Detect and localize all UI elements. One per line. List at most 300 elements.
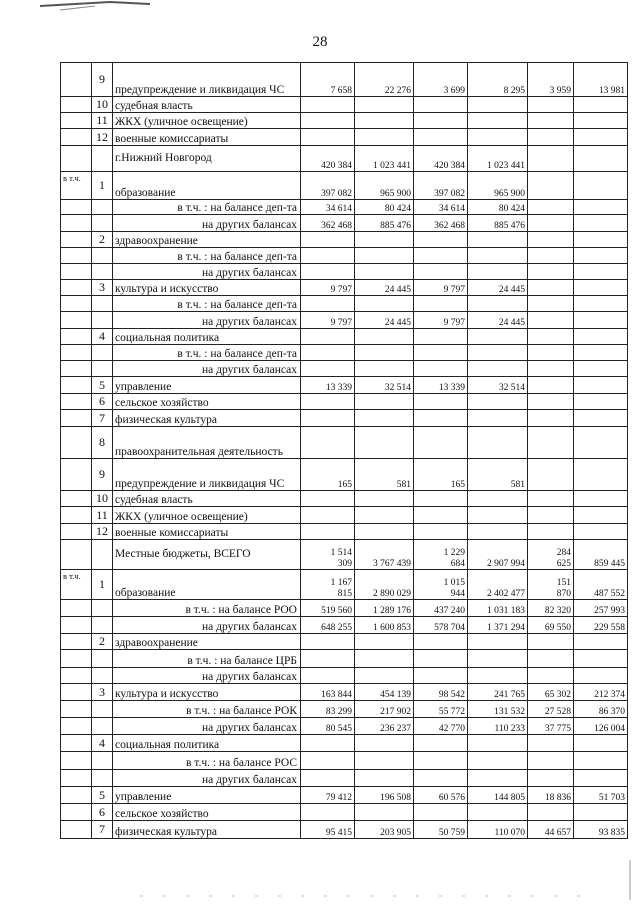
row-tag — [61, 146, 92, 172]
value-cell — [574, 459, 628, 491]
row-description: ЖКХ (уличное освещение) — [113, 507, 301, 524]
row-code — [92, 264, 113, 280]
row-tag — [61, 377, 92, 394]
row-description: физическая культура — [113, 410, 301, 427]
value-cell — [355, 113, 414, 129]
row-code: 9 — [92, 63, 113, 97]
value-cell — [414, 97, 468, 113]
value-cell: 3 767 439 — [355, 540, 414, 570]
table-row — [61, 617, 628, 634]
row-description: Местные бюджеты, ВСЕГО — [113, 540, 301, 570]
row-tag — [61, 634, 92, 650]
value-cell — [574, 394, 628, 410]
table-row — [61, 540, 628, 570]
value-cell — [574, 329, 628, 345]
row-description: на других балансах — [113, 718, 301, 735]
value-cell — [468, 296, 528, 312]
value-cell — [574, 312, 628, 329]
value-cell: 110 070 — [468, 821, 528, 839]
row-description: военные комиссариаты — [113, 129, 301, 146]
row-code: 10 — [92, 491, 113, 507]
row-tag — [61, 410, 92, 427]
value-cell — [528, 524, 574, 540]
value-cell — [414, 264, 468, 280]
row-description: военные комиссариаты — [113, 524, 301, 540]
row-tag — [61, 540, 92, 570]
value-cell: 24 445 — [355, 280, 414, 296]
table-row — [61, 280, 628, 296]
row-description: на других балансах — [113, 770, 301, 787]
value-cell: 110 233 — [468, 718, 528, 735]
value-cell — [574, 507, 628, 524]
value-cell — [355, 129, 414, 146]
value-cell — [574, 650, 628, 668]
table-row — [61, 684, 628, 701]
table-row — [61, 113, 628, 129]
row-description: управление — [113, 787, 301, 804]
table-row — [61, 427, 628, 459]
row-tag — [61, 770, 92, 787]
value-cell — [528, 264, 574, 280]
value-cell: 578 704 — [414, 617, 468, 634]
value-cell — [355, 248, 414, 264]
table-row — [61, 232, 628, 248]
row-code — [92, 146, 113, 172]
value-cell: 1 023 441 — [355, 146, 414, 172]
row-tag — [61, 459, 92, 491]
value-cell — [355, 97, 414, 113]
value-cell — [301, 296, 355, 312]
value-cell — [468, 427, 528, 459]
row-tag — [61, 650, 92, 668]
row-description: в т.ч. : на балансе ЦРБ — [113, 650, 301, 668]
value-cell: 2 402 477 — [468, 570, 528, 600]
value-cell — [301, 410, 355, 427]
table-row — [61, 459, 628, 491]
row-tag — [61, 787, 92, 804]
value-cell — [528, 296, 574, 312]
row-tag — [61, 97, 92, 113]
table-row — [61, 248, 628, 264]
value-cell — [355, 427, 414, 459]
value-cell — [468, 394, 528, 410]
value-cell: 2 890 029 — [355, 570, 414, 600]
value-cell: 2 907 994 — [468, 540, 528, 570]
row-code: 4 — [92, 735, 113, 752]
value-cell: 165 — [414, 459, 468, 491]
row-description: в т.ч. : на балансе деп-та — [113, 248, 301, 264]
table-row — [61, 787, 628, 804]
value-cell — [414, 770, 468, 787]
table-row — [61, 524, 628, 540]
value-cell — [468, 361, 528, 377]
row-tag: в т.ч. — [61, 172, 92, 200]
row-tag — [61, 232, 92, 248]
value-cell: 86 370 — [574, 701, 628, 718]
row-description: образование — [113, 172, 301, 200]
value-cell: 1 023 441 — [468, 146, 528, 172]
value-cell: 648 255 — [301, 617, 355, 634]
value-cell — [301, 329, 355, 345]
value-cell — [468, 248, 528, 264]
value-cell: 885 476 — [355, 215, 414, 232]
value-cell — [414, 650, 468, 668]
value-cell — [301, 427, 355, 459]
value-cell — [301, 491, 355, 507]
value-cell — [301, 97, 355, 113]
value-cell — [468, 232, 528, 248]
value-cell — [301, 770, 355, 787]
table-row — [61, 329, 628, 345]
table-row — [61, 821, 628, 839]
value-cell: 1 289 176 — [355, 600, 414, 617]
row-code: 8 — [92, 427, 113, 459]
value-cell: 55 772 — [414, 701, 468, 718]
value-cell: 454 139 — [355, 684, 414, 701]
row-description: культура и искусство — [113, 280, 301, 296]
row-code: 5 — [92, 787, 113, 804]
value-cell — [414, 804, 468, 821]
value-cell: 44 657 — [528, 821, 574, 839]
value-cell — [574, 491, 628, 507]
value-cell: 217 902 — [355, 701, 414, 718]
row-description: образование — [113, 570, 301, 600]
value-cell: 581 — [355, 459, 414, 491]
row-description: социальная политика — [113, 329, 301, 345]
value-cell — [301, 394, 355, 410]
table-row — [61, 129, 628, 146]
value-cell: 32 514 — [468, 377, 528, 394]
row-tag — [61, 735, 92, 752]
value-cell: 397 082 — [301, 172, 355, 200]
value-cell: 965 900 — [468, 172, 528, 200]
value-cell — [528, 129, 574, 146]
table-row — [61, 410, 628, 427]
row-code — [92, 718, 113, 735]
value-cell — [468, 650, 528, 668]
value-cell — [528, 312, 574, 329]
row-tag — [61, 600, 92, 617]
row-tag — [61, 345, 92, 361]
value-cell: 83 299 — [301, 701, 355, 718]
value-cell — [468, 491, 528, 507]
row-tag — [61, 361, 92, 377]
budget-table — [60, 62, 628, 839]
value-cell: 437 240 — [414, 600, 468, 617]
value-cell — [414, 507, 468, 524]
value-cell: 69 550 — [528, 617, 574, 634]
table-row — [61, 701, 628, 718]
value-cell — [574, 248, 628, 264]
row-tag — [61, 129, 92, 146]
row-description: сельское хозяйство — [113, 804, 301, 821]
value-cell — [528, 804, 574, 821]
value-cell — [301, 634, 355, 650]
value-cell — [468, 524, 528, 540]
value-cell: 9 797 — [301, 280, 355, 296]
table-row — [61, 97, 628, 113]
row-code — [92, 600, 113, 617]
value-cell: 1 015 944 — [414, 570, 468, 600]
value-cell — [528, 215, 574, 232]
value-cell — [301, 248, 355, 264]
row-code: 11 — [92, 507, 113, 524]
value-cell — [528, 200, 574, 215]
value-cell: 420 384 — [301, 146, 355, 172]
value-cell — [414, 345, 468, 361]
row-description: на других балансах — [113, 264, 301, 280]
value-cell — [528, 377, 574, 394]
value-cell — [574, 377, 628, 394]
value-cell: 8 295 — [468, 63, 528, 97]
table-row — [61, 146, 628, 172]
value-cell — [574, 804, 628, 821]
value-cell — [574, 97, 628, 113]
value-cell — [414, 232, 468, 248]
value-cell — [468, 97, 528, 113]
value-cell — [414, 634, 468, 650]
table-row — [61, 668, 628, 684]
value-cell: 51 703 — [574, 787, 628, 804]
row-tag — [61, 264, 92, 280]
value-cell: 80 424 — [468, 200, 528, 215]
row-description: на других балансах — [113, 668, 301, 684]
value-cell — [574, 200, 628, 215]
row-description: сельское хозяйство — [113, 394, 301, 410]
table-row — [61, 570, 628, 600]
row-description: ЖКХ (уличное освещение) — [113, 113, 301, 129]
value-cell: 420 384 — [414, 146, 468, 172]
value-cell: 22 276 — [355, 63, 414, 97]
value-cell — [574, 129, 628, 146]
value-cell — [528, 770, 574, 787]
value-cell — [355, 524, 414, 540]
value-cell — [468, 752, 528, 770]
value-cell — [301, 735, 355, 752]
value-cell — [468, 264, 528, 280]
row-description: на других балансах — [113, 617, 301, 634]
value-cell — [414, 410, 468, 427]
value-cell: 397 082 — [414, 172, 468, 200]
value-cell: 1 371 294 — [468, 617, 528, 634]
value-cell: 3 699 — [414, 63, 468, 97]
value-cell — [528, 97, 574, 113]
row-description: предупреждение и ликвидация ЧС — [113, 459, 301, 491]
table-row — [61, 634, 628, 650]
value-cell — [574, 668, 628, 684]
row-code: 4 — [92, 329, 113, 345]
value-cell: 24 445 — [468, 280, 528, 296]
row-code: 6 — [92, 394, 113, 410]
value-cell — [355, 804, 414, 821]
row-description: в т.ч. : на балансе РОО — [113, 600, 301, 617]
value-cell — [574, 345, 628, 361]
value-cell — [574, 146, 628, 172]
value-cell — [528, 280, 574, 296]
table-row — [61, 377, 628, 394]
value-cell: 65 302 — [528, 684, 574, 701]
row-code — [92, 540, 113, 570]
row-code — [92, 650, 113, 668]
value-cell — [301, 804, 355, 821]
value-cell — [414, 296, 468, 312]
row-code — [92, 345, 113, 361]
value-cell — [574, 634, 628, 650]
row-code — [92, 668, 113, 684]
table-row — [61, 215, 628, 232]
value-cell: 1 600 853 — [355, 617, 414, 634]
row-description: в т.ч. : на балансе РОС — [113, 752, 301, 770]
row-tag — [61, 507, 92, 524]
row-tag — [61, 296, 92, 312]
value-cell: 859 445 — [574, 540, 628, 570]
value-cell — [468, 735, 528, 752]
value-cell — [574, 172, 628, 200]
value-cell — [301, 650, 355, 668]
value-cell: 80 545 — [301, 718, 355, 735]
value-cell — [528, 146, 574, 172]
value-cell: 24 445 — [468, 312, 528, 329]
row-description: судебная власть — [113, 491, 301, 507]
value-cell — [528, 650, 574, 668]
row-code: 5 — [92, 377, 113, 394]
row-code — [92, 215, 113, 232]
table-row — [61, 394, 628, 410]
value-cell: 37 775 — [528, 718, 574, 735]
value-cell — [355, 329, 414, 345]
row-tag — [61, 427, 92, 459]
row-description: предупреждение и ликвидация ЧС — [113, 63, 301, 97]
value-cell: 24 445 — [355, 312, 414, 329]
row-code: 10 — [92, 97, 113, 113]
row-description: физическая культура — [113, 821, 301, 839]
row-code: 2 — [92, 634, 113, 650]
value-cell — [574, 427, 628, 459]
value-cell — [574, 215, 628, 232]
table-row — [61, 172, 628, 200]
value-cell — [528, 735, 574, 752]
value-cell: 212 374 — [574, 684, 628, 701]
value-cell: 284 625 — [528, 540, 574, 570]
value-cell — [355, 345, 414, 361]
row-code: 3 — [92, 684, 113, 701]
table-row — [61, 345, 628, 361]
table-row — [61, 312, 628, 329]
row-code — [92, 770, 113, 787]
value-cell: 257 993 — [574, 600, 628, 617]
row-tag — [61, 718, 92, 735]
row-tag — [61, 200, 92, 215]
row-code: 9 — [92, 459, 113, 491]
value-cell — [528, 491, 574, 507]
value-cell: 13 339 — [414, 377, 468, 394]
table-row — [61, 507, 628, 524]
row-tag: в т.ч. — [61, 570, 92, 600]
row-tag — [61, 617, 92, 634]
value-cell: 196 508 — [355, 787, 414, 804]
value-cell — [301, 668, 355, 684]
row-description: управление — [113, 377, 301, 394]
value-cell — [301, 129, 355, 146]
row-code: 3 — [92, 280, 113, 296]
value-cell: 362 468 — [414, 215, 468, 232]
value-cell: 241 765 — [468, 684, 528, 701]
value-cell — [414, 427, 468, 459]
table-row — [61, 650, 628, 668]
value-cell — [414, 113, 468, 129]
row-code: 6 — [92, 804, 113, 821]
value-cell — [468, 329, 528, 345]
row-tag — [61, 491, 92, 507]
row-code: 1 — [92, 172, 113, 200]
row-description: в т.ч. : на балансе РОК — [113, 701, 301, 718]
value-cell — [574, 752, 628, 770]
value-cell — [355, 735, 414, 752]
row-description: здравоохранение — [113, 232, 301, 248]
value-cell: 581 — [468, 459, 528, 491]
value-cell — [528, 232, 574, 248]
value-cell — [414, 248, 468, 264]
value-cell — [301, 524, 355, 540]
value-cell — [574, 735, 628, 752]
row-code — [92, 701, 113, 718]
table-row — [61, 735, 628, 752]
value-cell — [355, 410, 414, 427]
value-cell — [414, 524, 468, 540]
value-cell — [355, 264, 414, 280]
table-row — [61, 200, 628, 215]
value-cell — [528, 394, 574, 410]
value-cell — [355, 296, 414, 312]
value-cell — [301, 345, 355, 361]
value-cell: 126 004 — [574, 718, 628, 735]
value-cell — [528, 113, 574, 129]
row-code: 7 — [92, 821, 113, 839]
value-cell — [468, 507, 528, 524]
row-code — [92, 312, 113, 329]
row-code — [92, 248, 113, 264]
value-cell — [414, 329, 468, 345]
value-cell: 95 415 — [301, 821, 355, 839]
row-tag — [61, 248, 92, 264]
value-cell — [574, 232, 628, 248]
row-description: культура и искусство — [113, 684, 301, 701]
value-cell — [355, 361, 414, 377]
row-description: социальная политика — [113, 735, 301, 752]
row-code: 7 — [92, 410, 113, 427]
value-cell: 7 658 — [301, 63, 355, 97]
page-number: 28 — [312, 34, 328, 50]
row-description: в т.ч. : на балансе деп-та — [113, 296, 301, 312]
value-cell: 27 528 — [528, 701, 574, 718]
value-cell: 885 476 — [468, 215, 528, 232]
value-cell — [528, 668, 574, 684]
row-tag — [61, 312, 92, 329]
value-cell — [414, 129, 468, 146]
value-cell — [574, 361, 628, 377]
row-code — [92, 752, 113, 770]
row-code — [92, 617, 113, 634]
value-cell: 1 229 684 — [414, 540, 468, 570]
row-tag — [61, 752, 92, 770]
value-cell: 9 797 — [414, 312, 468, 329]
row-description: здравоохранение — [113, 634, 301, 650]
value-cell — [355, 650, 414, 668]
value-cell: 519 560 — [301, 600, 355, 617]
value-cell: 144 805 — [468, 787, 528, 804]
value-cell: 3 959 — [528, 63, 574, 97]
value-cell — [355, 507, 414, 524]
